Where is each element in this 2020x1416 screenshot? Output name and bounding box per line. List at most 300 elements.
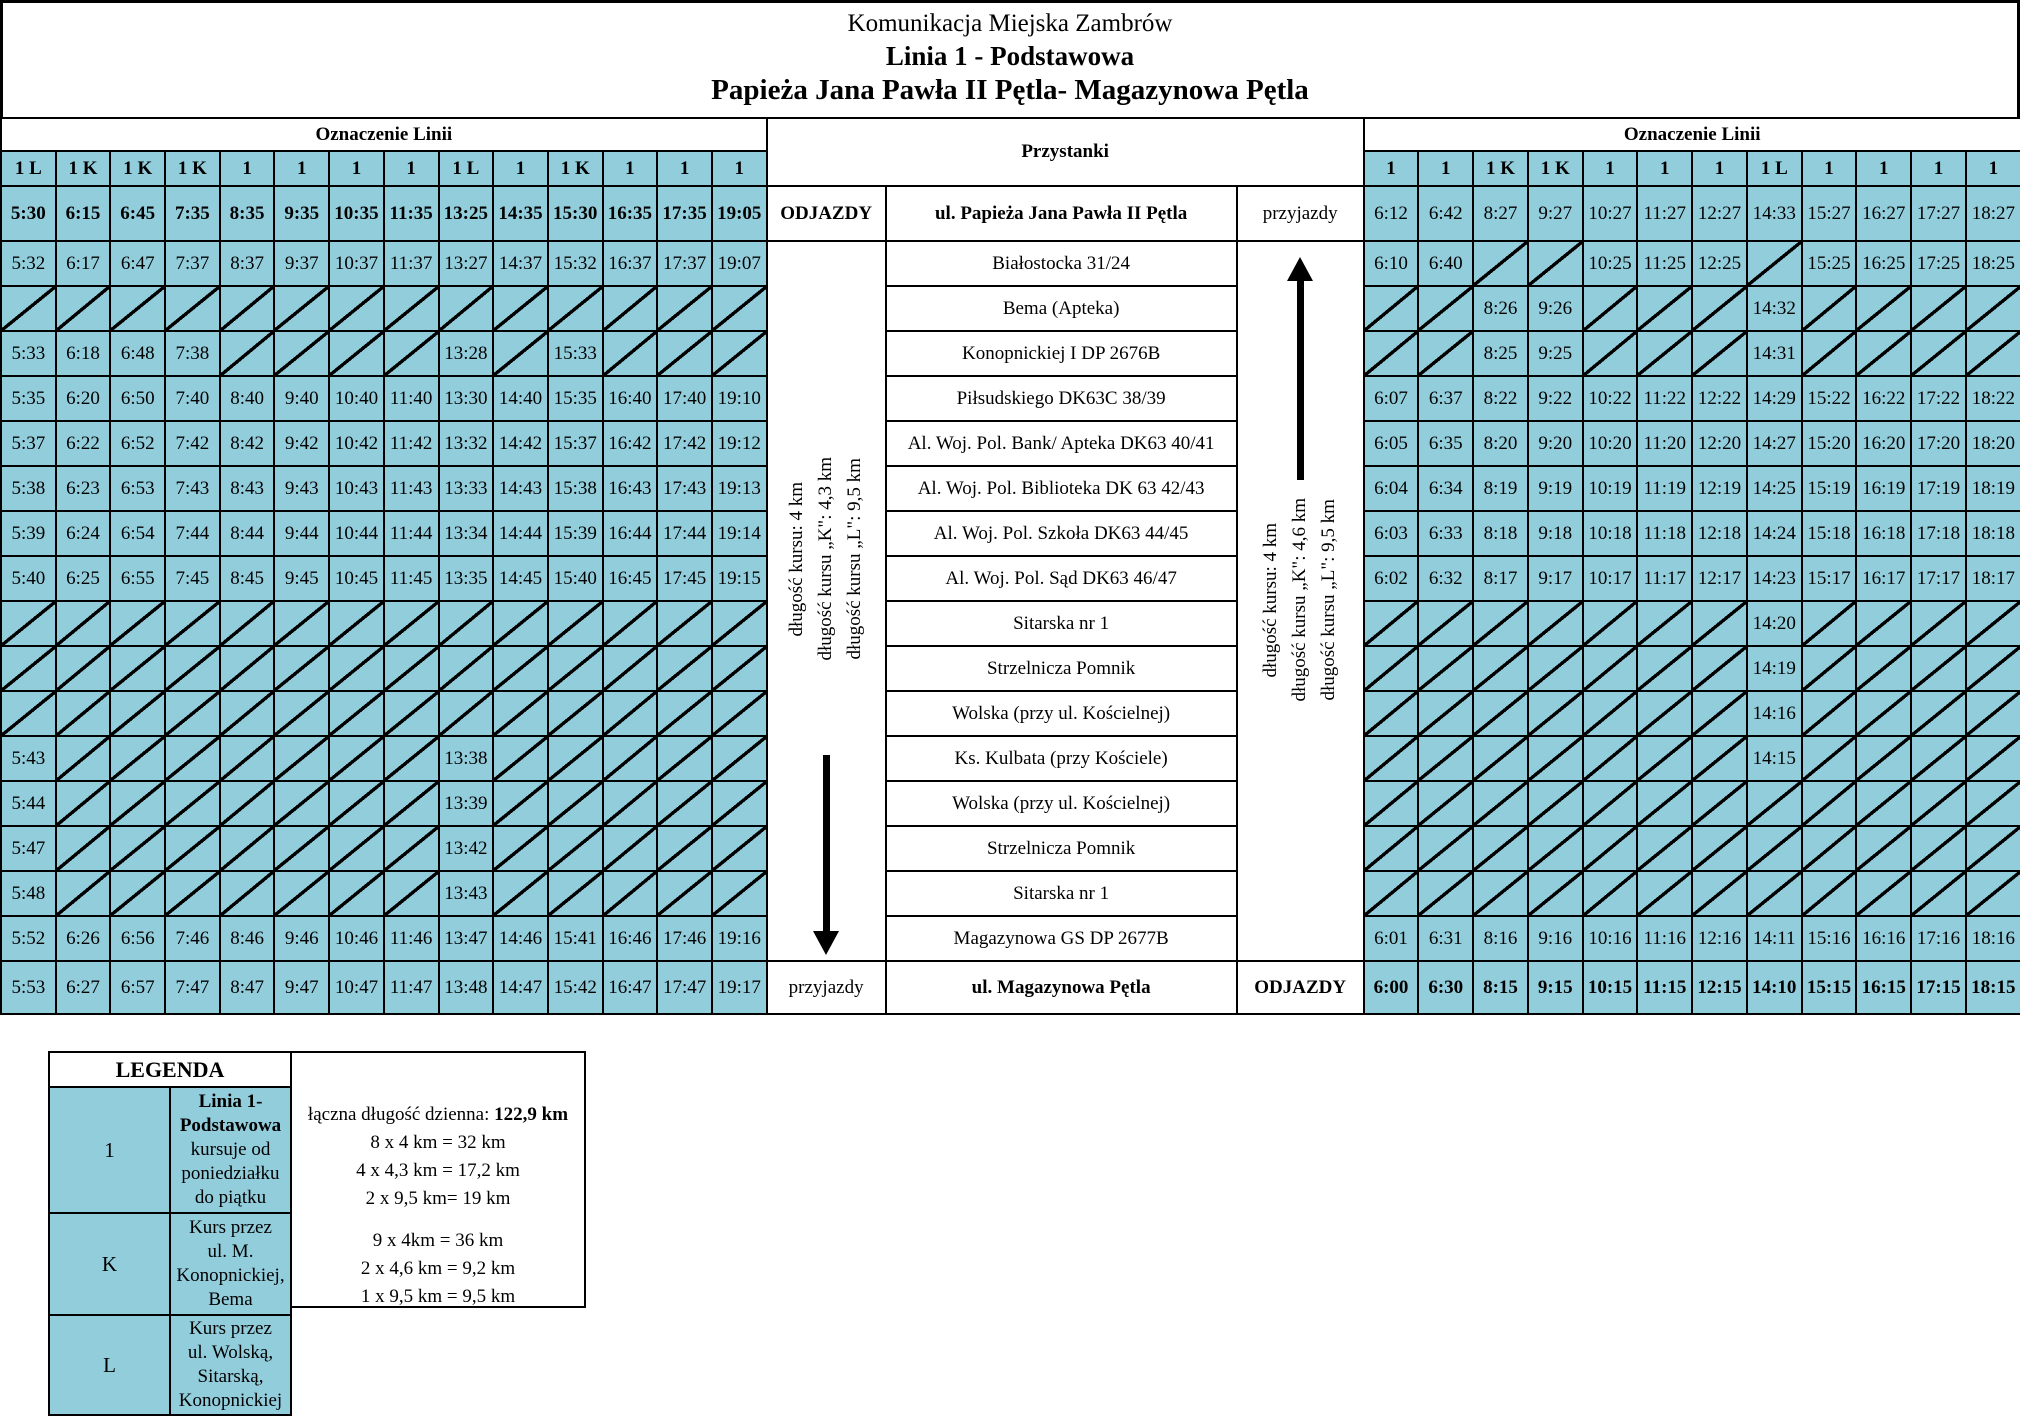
empty-cell xyxy=(110,736,165,781)
stop-cell: Sitarska nr 1 xyxy=(886,601,1237,646)
empty-cell xyxy=(548,691,603,736)
time-cell: 16:40 xyxy=(603,376,658,421)
time-cell: 6:03 xyxy=(1364,511,1419,556)
empty-cell xyxy=(439,601,494,646)
line-code: 1 xyxy=(1583,151,1638,186)
odjazdy-label: ODJAZDY xyxy=(1237,961,1364,1014)
time-cell: 12:15 xyxy=(1692,961,1747,1014)
empty-cell xyxy=(712,736,767,781)
time-cell: 13:33 xyxy=(439,466,494,511)
time-cell: 11:43 xyxy=(384,466,439,511)
empty-cell xyxy=(1856,826,1911,871)
empty-cell xyxy=(220,871,275,916)
line-code: 1 xyxy=(384,151,439,186)
time-cell: 18:17 xyxy=(1966,556,2020,601)
time-cell: 8:26 xyxy=(1473,286,1528,331)
empty-cell xyxy=(657,646,712,691)
empty-cell xyxy=(657,331,712,376)
time-cell: 16:27 xyxy=(1856,186,1911,241)
empty-cell xyxy=(1911,871,1966,916)
legend-desc-line: Podstawowa xyxy=(179,1115,282,1136)
empty-cell xyxy=(1966,781,2020,826)
stop-cell: Ks. Kulbata (przy Kościele) xyxy=(886,736,1237,781)
time-cell: 5:52 xyxy=(1,916,56,961)
course-length-caption: długość kursu „L": 9,5 km xyxy=(1318,499,1340,701)
line-code: 1 xyxy=(220,151,275,186)
time-cell: 16:46 xyxy=(603,916,658,961)
empty-cell xyxy=(1364,691,1419,736)
time-cell: 12:16 xyxy=(1692,916,1747,961)
legend-desc-line: Kurs przez xyxy=(189,1318,272,1339)
empty-cell xyxy=(1583,601,1638,646)
empty-cell xyxy=(1966,286,2020,331)
line-title: Linia 1 - Podstawowa xyxy=(885,41,1135,71)
stop-cell: Magazynowa GS DP 2677B xyxy=(886,916,1237,961)
time-cell: 10:44 xyxy=(329,511,384,556)
time-cell: 8:25 xyxy=(1473,331,1528,376)
time-cell: 19:15 xyxy=(712,556,767,601)
empty-cell xyxy=(56,736,111,781)
time-cell: 11:25 xyxy=(1637,241,1692,286)
time-cell: 11:44 xyxy=(384,511,439,556)
time-cell: 5:33 xyxy=(1,331,56,376)
empty-cell xyxy=(603,331,658,376)
time-cell: 16:42 xyxy=(603,421,658,466)
time-cell: 8:46 xyxy=(220,916,275,961)
empty-cell xyxy=(1747,826,1802,871)
time-cell: 15:32 xyxy=(548,241,603,286)
time-cell: 16:19 xyxy=(1856,466,1911,511)
time-cell: 9:19 xyxy=(1528,466,1583,511)
time-cell: 14:23 xyxy=(1747,556,1802,601)
empty-cell xyxy=(56,826,111,871)
time-cell: 9:45 xyxy=(274,556,329,601)
empty-cell xyxy=(1911,826,1966,871)
down-arrow-icon xyxy=(812,755,840,955)
time-cell: 10:47 xyxy=(329,961,384,1014)
empty-cell xyxy=(1637,286,1692,331)
empty-cell xyxy=(384,601,439,646)
time-cell: 10:45 xyxy=(329,556,384,601)
time-cell: 8:43 xyxy=(220,466,275,511)
empty-cell xyxy=(1583,691,1638,736)
empty-cell xyxy=(329,781,384,826)
line-code: 1 K xyxy=(1528,151,1583,186)
time-cell: 7:40 xyxy=(165,376,220,421)
empty-cell xyxy=(274,871,329,916)
empty-cell xyxy=(1364,871,1419,916)
empty-cell xyxy=(1473,691,1528,736)
time-cell: 17:46 xyxy=(657,916,712,961)
empty-cell xyxy=(1966,871,2020,916)
time-cell: 9:15 xyxy=(1528,961,1583,1014)
empty-cell xyxy=(657,736,712,781)
time-cell: 6:30 xyxy=(1418,961,1473,1014)
time-cell: 10:22 xyxy=(1583,376,1638,421)
empty-cell xyxy=(1692,736,1747,781)
empty-cell xyxy=(274,601,329,646)
distance-line: 2 x 9,5 km= 19 km xyxy=(365,1188,511,1209)
time-cell: 9:43 xyxy=(274,466,329,511)
time-cell: 15:39 xyxy=(548,511,603,556)
line-code: 1 K xyxy=(110,151,165,186)
time-cell: 16:43 xyxy=(603,466,658,511)
time-cell: 16:22 xyxy=(1856,376,1911,421)
course-length-caption: długość kursu „K": 4,3 km xyxy=(815,457,837,661)
time-cell: 13:39 xyxy=(439,781,494,826)
line-code: 1 xyxy=(657,151,712,186)
empty-cell xyxy=(1583,871,1638,916)
empty-cell xyxy=(712,691,767,736)
time-cell: 17:37 xyxy=(657,241,712,286)
empty-cell xyxy=(657,781,712,826)
time-cell: 19:13 xyxy=(712,466,767,511)
timetable-main-table xyxy=(0,117,2020,1015)
empty-cell xyxy=(1528,241,1583,286)
time-cell: 9:37 xyxy=(274,241,329,286)
time-cell: 9:22 xyxy=(1528,376,1583,421)
stop-cell: Konopnickiej I DP 2676B xyxy=(886,331,1237,376)
time-cell: 13:42 xyxy=(439,826,494,871)
time-cell: 12:19 xyxy=(1692,466,1747,511)
daily-total-line xyxy=(292,1101,584,1129)
time-cell: 14:42 xyxy=(493,421,548,466)
course-length-caption: długość kursu: 4 km xyxy=(786,481,808,637)
time-cell: 6:10 xyxy=(1364,241,1419,286)
time-cell: 8:22 xyxy=(1473,376,1528,421)
time-cell: 11:18 xyxy=(1637,511,1692,556)
time-cell: 6:47 xyxy=(110,241,165,286)
empty-cell xyxy=(165,736,220,781)
empty-cell xyxy=(220,646,275,691)
time-cell: 13:32 xyxy=(439,421,494,466)
time-cell: 6:23 xyxy=(56,466,111,511)
time-cell: 12:17 xyxy=(1692,556,1747,601)
time-cell: 19:10 xyxy=(712,376,767,421)
stop-cell: Strzelnicza Pomnik xyxy=(886,826,1237,871)
legend-table xyxy=(48,1051,292,1416)
time-cell: 10:35 xyxy=(329,186,384,241)
time-cell: 17:44 xyxy=(657,511,712,556)
time-cell: 9:17 xyxy=(1528,556,1583,601)
empty-cell xyxy=(1911,691,1966,736)
time-cell: 18:22 xyxy=(1966,376,2020,421)
empty-cell xyxy=(1856,646,1911,691)
time-cell: 13:34 xyxy=(439,511,494,556)
empty-cell xyxy=(1856,286,1911,331)
empty-cell xyxy=(657,871,712,916)
line-code: 1 L xyxy=(439,151,494,186)
time-cell: 14:45 xyxy=(493,556,548,601)
time-cell: 19:07 xyxy=(712,241,767,286)
time-cell: 11:45 xyxy=(384,556,439,601)
time-cell: 7:46 xyxy=(165,916,220,961)
empty-cell xyxy=(439,691,494,736)
time-cell: 16:18 xyxy=(1856,511,1911,556)
time-cell: 6:00 xyxy=(1364,961,1419,1014)
empty-cell xyxy=(1802,286,1857,331)
time-cell: 18:16 xyxy=(1966,916,2020,961)
time-cell: 6:34 xyxy=(1418,466,1473,511)
time-cell: 6:05 xyxy=(1364,421,1419,466)
distance-line: 1 x 9,5 km = 9,5 km xyxy=(360,1286,516,1307)
empty-cell xyxy=(220,691,275,736)
time-cell: 17:19 xyxy=(1911,466,1966,511)
time-cell: 7:35 xyxy=(165,186,220,241)
time-cell: 14:47 xyxy=(493,961,548,1014)
line-code: 1 xyxy=(1856,151,1911,186)
time-cell: 8:18 xyxy=(1473,511,1528,556)
time-cell: 18:27 xyxy=(1966,186,2020,241)
empty-cell xyxy=(1473,241,1528,286)
empty-cell xyxy=(1418,601,1473,646)
empty-cell xyxy=(1802,736,1857,781)
empty-cell xyxy=(1473,826,1528,871)
time-cell: 14:29 xyxy=(1747,376,1802,421)
legend-header: LEGENDA xyxy=(49,1052,291,1087)
empty-cell xyxy=(603,286,658,331)
time-cell: 13:48 xyxy=(439,961,494,1014)
distance-line: 2 x 4,6 km = 9,2 km xyxy=(360,1258,516,1279)
empty-cell xyxy=(329,646,384,691)
empty-cell xyxy=(1364,601,1419,646)
time-cell: 9:47 xyxy=(274,961,329,1014)
empty-cell xyxy=(493,691,548,736)
empty-cell xyxy=(1418,826,1473,871)
empty-cell xyxy=(1911,646,1966,691)
time-cell: 17:27 xyxy=(1911,186,1966,241)
line-code: 1 L xyxy=(1,151,56,186)
empty-cell xyxy=(384,691,439,736)
time-cell: 5:48 xyxy=(1,871,56,916)
legend-code: K xyxy=(49,1213,170,1315)
legend-desc-line: kursuje od xyxy=(190,1139,271,1160)
time-cell: 14:40 xyxy=(493,376,548,421)
time-cell: 5:30 xyxy=(1,186,56,241)
empty-cell xyxy=(657,826,712,871)
time-cell: 11:15 xyxy=(1637,961,1692,1014)
line-code: 1 xyxy=(1692,151,1747,186)
empty-cell xyxy=(329,736,384,781)
time-cell: 13:25 xyxy=(439,186,494,241)
agency-title: Komunikacja Miejska Zambrów xyxy=(847,10,1173,37)
empty-cell xyxy=(110,691,165,736)
time-cell: 8:44 xyxy=(220,511,275,556)
time-cell: 14:43 xyxy=(493,466,548,511)
time-cell: 15:16 xyxy=(1802,916,1857,961)
time-cell: 15:19 xyxy=(1802,466,1857,511)
time-cell: 9:27 xyxy=(1528,186,1583,241)
empty-cell xyxy=(1364,736,1419,781)
time-cell: 17:25 xyxy=(1911,241,1966,286)
stop-cell: Sitarska nr 1 xyxy=(886,871,1237,916)
empty-cell xyxy=(1911,736,1966,781)
empty-cell xyxy=(1692,601,1747,646)
empty-cell xyxy=(329,286,384,331)
empty-cell xyxy=(1802,781,1857,826)
time-cell: 7:44 xyxy=(165,511,220,556)
empty-cell xyxy=(1747,871,1802,916)
time-cell: 17:20 xyxy=(1911,421,1966,466)
time-cell: 8:35 xyxy=(220,186,275,241)
empty-cell xyxy=(493,826,548,871)
line-code: 1 xyxy=(1637,151,1692,186)
time-cell: 6:27 xyxy=(56,961,111,1014)
empty-cell xyxy=(712,331,767,376)
empty-cell xyxy=(329,871,384,916)
time-cell: 10:43 xyxy=(329,466,384,511)
legend-desc-line: Bema xyxy=(208,1289,253,1310)
empty-cell xyxy=(274,286,329,331)
time-cell: 17:42 xyxy=(657,421,712,466)
empty-cell xyxy=(1364,286,1419,331)
empty-cell xyxy=(274,781,329,826)
legend-desc-line: Kurs przez xyxy=(189,1217,272,1238)
time-cell: 8:40 xyxy=(220,376,275,421)
daily-distance-box xyxy=(290,1051,586,1308)
line-code: 1 xyxy=(603,151,658,186)
empty-cell xyxy=(384,781,439,826)
line-code: 1 xyxy=(1966,151,2020,186)
distance-line: 9 x 4km = 36 km xyxy=(372,1230,504,1251)
empty-cell xyxy=(1583,736,1638,781)
time-cell: 13:47 xyxy=(439,916,494,961)
time-cell: 6:25 xyxy=(56,556,111,601)
empty-cell xyxy=(548,736,603,781)
empty-cell xyxy=(1692,331,1747,376)
empty-cell xyxy=(493,781,548,826)
empty-cell xyxy=(1528,781,1583,826)
time-cell: 11:16 xyxy=(1637,916,1692,961)
time-cell: 6:32 xyxy=(1418,556,1473,601)
empty-cell xyxy=(1692,871,1747,916)
empty-cell xyxy=(1528,601,1583,646)
time-cell: 15:25 xyxy=(1802,241,1857,286)
empty-cell xyxy=(220,331,275,376)
empty-cell xyxy=(1966,826,2020,871)
time-cell: 10:27 xyxy=(1583,186,1638,241)
time-cell: 18:25 xyxy=(1966,241,2020,286)
empty-cell xyxy=(603,601,658,646)
time-cell: 9:20 xyxy=(1528,421,1583,466)
empty-cell xyxy=(220,286,275,331)
empty-cell xyxy=(548,646,603,691)
empty-cell xyxy=(329,826,384,871)
time-cell: 9:42 xyxy=(274,421,329,466)
empty-cell xyxy=(1528,826,1583,871)
przyjazdy-label: przyjazdy xyxy=(767,961,886,1014)
inbound-course-lengths xyxy=(1259,498,1341,702)
empty-cell xyxy=(329,601,384,646)
stop-cell: Al. Woj. Pol. Biblioteka DK 63 42/43 xyxy=(886,466,1237,511)
empty-cell xyxy=(1692,826,1747,871)
empty-cell xyxy=(1856,736,1911,781)
time-cell: 7:45 xyxy=(165,556,220,601)
time-cell: 16:47 xyxy=(603,961,658,1014)
time-cell: 17:40 xyxy=(657,376,712,421)
empty-cell xyxy=(274,646,329,691)
time-cell: 14:11 xyxy=(1747,916,1802,961)
empty-cell xyxy=(1692,286,1747,331)
time-cell: 5:47 xyxy=(1,826,56,871)
time-cell: 10:40 xyxy=(329,376,384,421)
empty-cell xyxy=(1418,781,1473,826)
empty-cell xyxy=(1802,691,1857,736)
time-cell: 15:38 xyxy=(548,466,603,511)
line-code: 1 K xyxy=(1473,151,1528,186)
empty-cell xyxy=(1528,871,1583,916)
time-cell: 14:27 xyxy=(1747,421,1802,466)
empty-cell xyxy=(384,826,439,871)
time-cell: 6:57 xyxy=(110,961,165,1014)
outbound-header: Oznaczenie Linii xyxy=(1,118,767,151)
empty-cell xyxy=(1,286,56,331)
distance-line: 4 x 4,3 km = 17,2 km xyxy=(356,1160,520,1181)
outbound-direction-strip xyxy=(767,241,886,961)
line-code: 1 xyxy=(1911,151,1966,186)
empty-cell xyxy=(1637,601,1692,646)
time-cell: 18:19 xyxy=(1966,466,2020,511)
time-cell: 16:15 xyxy=(1856,961,1911,1014)
empty-cell xyxy=(165,286,220,331)
legend-desc-line: Konopnickiej xyxy=(178,1390,283,1411)
daily-total-value: 122,9 km xyxy=(494,1104,569,1125)
time-cell: 8:47 xyxy=(220,961,275,1014)
time-cell: 19:12 xyxy=(712,421,767,466)
empty-cell xyxy=(657,691,712,736)
empty-cell xyxy=(1528,736,1583,781)
time-cell: 19:17 xyxy=(712,961,767,1014)
empty-cell xyxy=(1583,646,1638,691)
time-cell: 5:44 xyxy=(1,781,56,826)
stop-cell: Al. Woj. Pol. Sąd DK63 46/47 xyxy=(886,556,1237,601)
empty-cell xyxy=(165,871,220,916)
legend-desc-line: ul. Wolską, Sitarską, xyxy=(187,1342,274,1387)
time-cell: 14:24 xyxy=(1747,511,1802,556)
time-cell: 19:14 xyxy=(712,511,767,556)
empty-cell xyxy=(384,286,439,331)
time-cell: 10:46 xyxy=(329,916,384,961)
empty-cell xyxy=(1856,331,1911,376)
time-cell: 16:20 xyxy=(1856,421,1911,466)
time-cell: 8:19 xyxy=(1473,466,1528,511)
time-cell: 16:44 xyxy=(603,511,658,556)
line-code: 1 xyxy=(1802,151,1857,186)
time-cell: 11:35 xyxy=(384,186,439,241)
time-cell: 6:42 xyxy=(1418,186,1473,241)
up-arrow-icon xyxy=(1286,257,1314,480)
empty-cell xyxy=(548,871,603,916)
empty-cell xyxy=(712,601,767,646)
time-cell: 6:56 xyxy=(110,916,165,961)
time-cell: 11:47 xyxy=(384,961,439,1014)
time-cell: 7:43 xyxy=(165,466,220,511)
course-length-caption: długość kursu „L": 9,5 km xyxy=(844,458,866,660)
time-cell: 7:47 xyxy=(165,961,220,1014)
inbound-direction-strip xyxy=(1237,241,1364,961)
empty-cell xyxy=(603,871,658,916)
empty-cell xyxy=(1856,601,1911,646)
empty-cell xyxy=(712,826,767,871)
line-code: 1 K xyxy=(56,151,111,186)
time-cell: 6:15 xyxy=(56,186,111,241)
empty-cell xyxy=(274,331,329,376)
time-cell: 7:42 xyxy=(165,421,220,466)
time-cell: 15:30 xyxy=(548,186,603,241)
empty-cell xyxy=(1364,826,1419,871)
time-cell: 5:35 xyxy=(1,376,56,421)
empty-cell xyxy=(1528,691,1583,736)
